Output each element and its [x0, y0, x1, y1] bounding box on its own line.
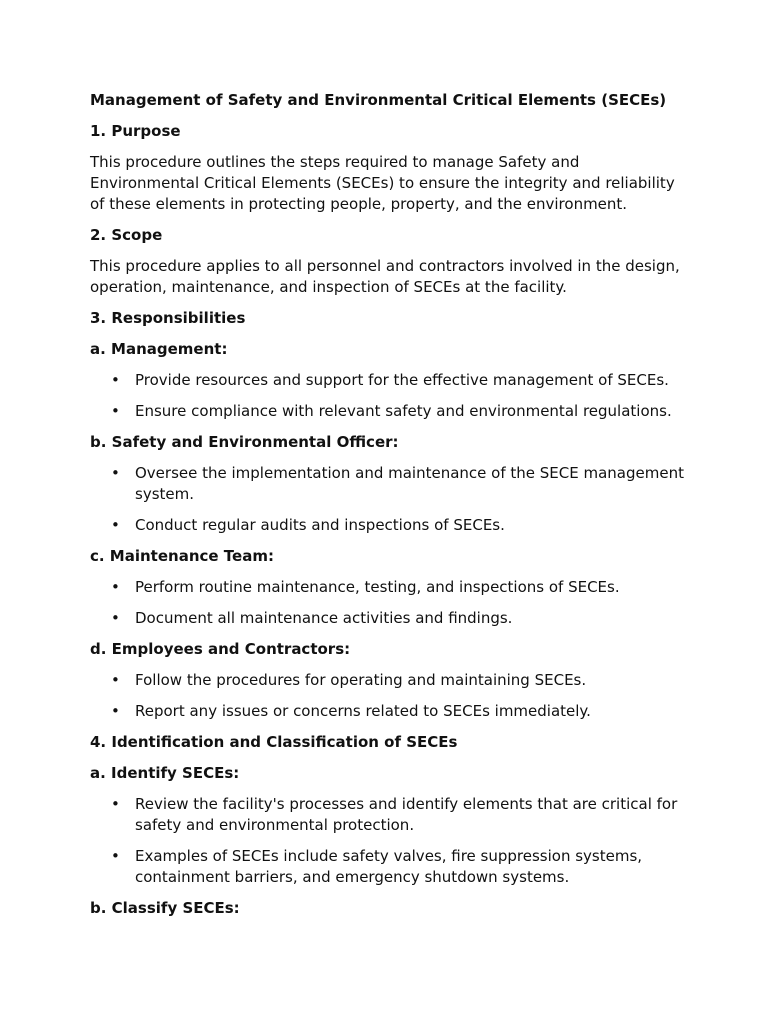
bullet-icon: •	[111, 671, 120, 689]
subsection-heading-maintenance: c. Maintenance Team:	[90, 547, 274, 565]
bullet-icon: •	[111, 464, 120, 482]
bullet-list-officer	[90, 463, 690, 536]
bullet-icon: •	[111, 795, 120, 813]
subsection-heading-officer: b. Safety and Environmental Officer:	[90, 433, 399, 451]
subsection-heading-employees: d. Employees and Contractors:	[90, 640, 351, 658]
section-heading-identification: 4. Identification and Classification of SECEs	[90, 733, 458, 751]
list-item	[90, 401, 690, 422]
bullet-icon: •	[111, 609, 120, 627]
bullet-list-maintenance	[90, 577, 690, 629]
section-heading-responsibilities: 3. Responsibilities	[90, 309, 246, 327]
document-title: Management of Safety and Environmental Critical Elements (SECEs)	[90, 91, 667, 109]
list-item	[90, 370, 690, 391]
list-item-text: Examples of SECEs include safety valves, fire suppression systems, containment barriers, and emergency shutdown systems.	[135, 847, 643, 886]
bullet-list-identify	[90, 794, 690, 888]
list-item-text: Perform routine maintenance, testing, and inspections of SECEs.	[135, 578, 620, 596]
list-item	[90, 463, 690, 505]
section-heading-scope: 2. Scope	[90, 226, 163, 244]
list-item	[90, 701, 690, 722]
bullet-icon: •	[111, 702, 120, 720]
list-item-text: Oversee the implementation and maintenance of the SECE management system.	[135, 464, 684, 503]
section-text-scope: This procedure applies to all personnel and contractors involved in the design, operation, maintenance, and inspection of SECEs at the facility.	[90, 257, 680, 296]
subsection-heading-management: a. Management:	[90, 340, 228, 358]
list-item-text: Report any issues or concerns related to SECEs immediately.	[135, 702, 591, 720]
bullet-list-management	[90, 370, 690, 422]
bullet-icon: •	[111, 371, 120, 389]
section-heading-purpose: 1. Purpose	[90, 122, 181, 140]
list-item-text: Follow the procedures for operating and maintaining SECEs.	[135, 671, 587, 689]
list-item	[90, 794, 690, 836]
document-page	[90, 90, 690, 929]
list-item	[90, 846, 690, 888]
subsection-heading-identify: a. Identify SECEs:	[90, 764, 240, 782]
subsection-heading-classify: b. Classify SECEs:	[90, 899, 240, 917]
list-item-text: Provide resources and support for the effective management of SECEs.	[135, 371, 669, 389]
list-item	[90, 577, 690, 598]
list-item-text: Conduct regular audits and inspections of SECEs.	[135, 516, 505, 534]
bullet-icon: •	[111, 402, 120, 420]
list-item-text: Ensure compliance with relevant safety and environmental regulations.	[135, 402, 672, 420]
bullet-icon: •	[111, 578, 120, 596]
list-item-text: Review the facility's processes and identify elements that are critical for safety and environmental protection.	[135, 795, 678, 834]
list-item-text: Document all maintenance activities and findings.	[135, 609, 513, 627]
bullet-icon: •	[111, 847, 120, 865]
list-item	[90, 515, 690, 536]
list-item	[90, 608, 690, 629]
bullet-list-employees	[90, 670, 690, 722]
list-item	[90, 670, 690, 691]
bullet-icon: •	[111, 516, 120, 534]
section-text-purpose: This procedure outlines the steps required to manage Safety and Environmental Critical Elements (SECEs) to ensure the integrity and reliability of these elements in protecting people, property, and the environment.	[90, 153, 675, 213]
